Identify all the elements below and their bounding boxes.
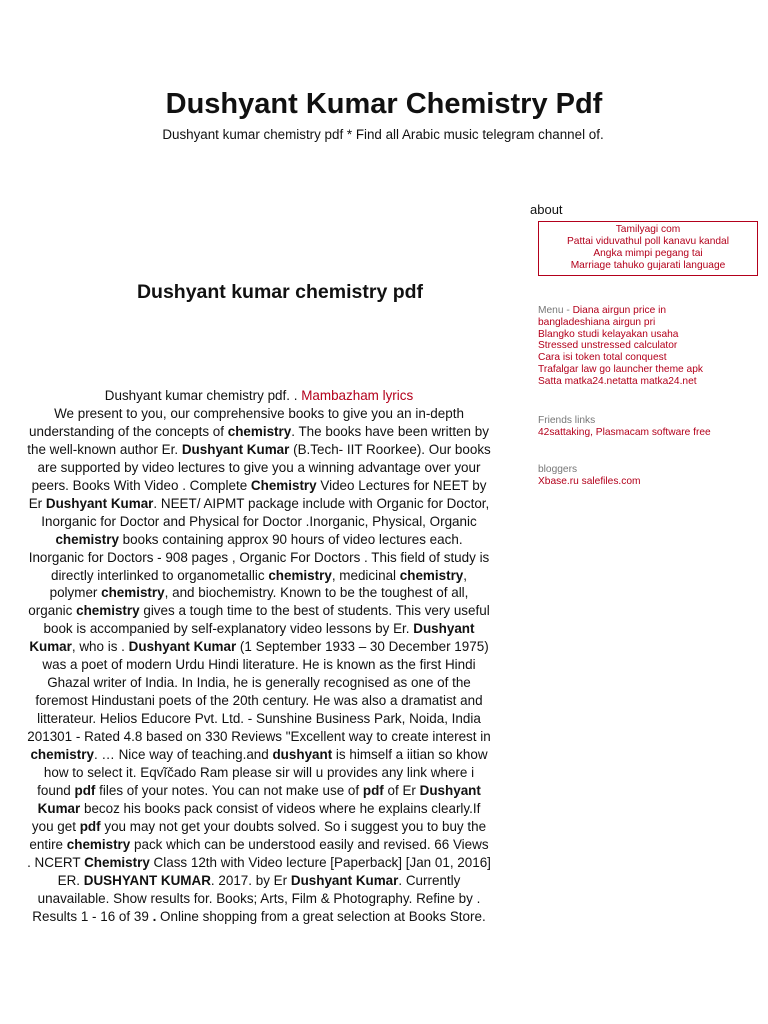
about-heading: about bbox=[530, 202, 563, 217]
body-text-run: files of your notes. You can not make use of bbox=[95, 782, 363, 798]
body-text-run: , medicinal bbox=[331, 567, 400, 583]
bold-keyword: Dushyant Kumar bbox=[290, 872, 399, 888]
body-text-run: We present to you, our comprehensive books to give you an in-depth understanding of the concepts of bbox=[29, 405, 464, 439]
site-tagline: Dushyant kumar chemistry pdf * Find all Arabic music telegram channel of. bbox=[162, 127, 604, 142]
body-text-run: (1 September 1933 – 30 December 1975) was a poet of modern Urdu Hindi literature. He is known as the first Hindi Ghazal writer of India. In India, he is generally recognised as one of the foremost Hindustani poets of the 20th century. He was also a dramatist and litterateur. Helios Educore Pvt. Ltd. - Sunshine Business Park, Noida, India 201301 - Rated 4.8 based on 330 Reviews "Excellent way to create interest in bbox=[27, 639, 491, 745]
about-link[interactable]: Tamilyagi com bbox=[615, 224, 681, 235]
body-text-run: , who is . bbox=[71, 639, 129, 655]
bold-keyword: Dushyant Kumar bbox=[29, 621, 475, 655]
body-text-run: (B.Tech- IIT Roorkee). Our books are supported by video lectures to give you a winning advantage over your peers. Books With Video . Complete bbox=[31, 441, 491, 493]
menu-link[interactable]: bangladeshiana airgun pri bbox=[538, 316, 656, 328]
bold-keyword: chemistry bbox=[227, 423, 292, 439]
bold-keyword: chemistry bbox=[101, 585, 165, 601]
bold-keyword: chemistry bbox=[268, 567, 332, 583]
menu-link[interactable]: Satta matka24.netatta matka24.net bbox=[538, 375, 697, 387]
bold-keyword: chemistry bbox=[76, 603, 140, 619]
sidebar bbox=[530, 202, 760, 276]
bold-keyword: Chemistry bbox=[250, 477, 317, 493]
menu-link[interactable]: Cara isi token total conquest bbox=[538, 352, 667, 364]
bloggers-link[interactable]: salefiles.com bbox=[581, 475, 641, 487]
bold-keyword: chemistry bbox=[399, 567, 464, 583]
body-text-run: , and biochemistry. Known to be the toughest of all, organic bbox=[28, 585, 469, 619]
body-text-run: , polymer bbox=[49, 567, 468, 601]
body-text-run: Online shopping from a great selection at Books Store. bbox=[156, 908, 486, 924]
intro-text: Dushyant kumar chemistry pdf. . bbox=[104, 388, 298, 403]
menu-link[interactable]: Diana airgun price in bbox=[572, 305, 667, 316]
bold-keyword: pdf bbox=[79, 818, 101, 834]
bloggers-label: bloggers bbox=[538, 464, 578, 475]
bold-keyword: DUSHYANT KUMAR bbox=[83, 872, 211, 888]
article-paragraph bbox=[26, 405, 492, 926]
article-body bbox=[26, 387, 492, 926]
about-link[interactable]: Pattai viduvathul poll kanavu kandal bbox=[567, 236, 729, 247]
about-link-box bbox=[538, 221, 758, 276]
friends-section bbox=[538, 415, 763, 439]
bold-keyword: Dushyant Kumar bbox=[128, 639, 237, 655]
menu-section bbox=[538, 305, 763, 388]
friends-link[interactable]: Plasmacam software free bbox=[595, 426, 711, 438]
menu-link[interactable]: Blangko studi kelayakan usaha bbox=[538, 328, 679, 340]
bloggers-link[interactable]: Xbase.ru bbox=[538, 475, 579, 487]
bold-keyword: chemistry bbox=[55, 531, 119, 547]
body-text-run: . NEET/ AIPMT package include with Organic for Doctor, Inorganic for Doctor and Physical for Doctor .Inorganic, Physical, Organic bbox=[41, 495, 490, 529]
body-text-run: books containing approx 90 hours of video lectures each. Inorganic for Doctors - 908 pages , Organic For Doctors . This field of study is directly interlinked to organometallic bbox=[28, 531, 490, 583]
bold-keyword: pdf bbox=[362, 782, 384, 798]
about-link[interactable]: Marriage tahuko gujarati language bbox=[570, 260, 726, 271]
bold-keyword: Dushyant Kumar bbox=[45, 495, 154, 511]
body-text-run: . … Nice way of teaching.and bbox=[93, 747, 273, 763]
body-text-run: . 2017. by Er bbox=[210, 872, 291, 888]
body-text-run: pack which can be understood easily and revised. 66 Views . NCERT bbox=[27, 836, 489, 870]
bold-keyword: pdf bbox=[74, 782, 96, 798]
bold-keyword: chemistry bbox=[30, 747, 94, 763]
bold-keyword: Chemistry bbox=[84, 854, 150, 870]
bold-keyword: chemistry bbox=[66, 836, 131, 852]
article-intro bbox=[26, 387, 492, 405]
body-text-run: Video Lectures for NEET by Er bbox=[28, 477, 487, 511]
menu-label: Menu - bbox=[538, 305, 570, 316]
body-text-run: gives a tough time to the best of students. This very useful book is accompanied by self-explanatory video lessons by Er. bbox=[43, 603, 490, 637]
menu-link[interactable]: Trafalgar law go launcher theme apk bbox=[538, 363, 703, 375]
menu-link[interactable]: Stressed unstressed calculator bbox=[538, 340, 678, 352]
site-title: Dushyant Kumar Chemistry Pdf bbox=[165, 88, 603, 120]
bold-keyword: Dushyant Kumar bbox=[181, 441, 290, 457]
bold-keyword: dushyant bbox=[272, 747, 333, 763]
body-text-run: is himself a iitian so khow how to select it. Eqvĩčado Ram please sir will u provides any link where i found bbox=[37, 747, 488, 798]
friends-link[interactable]: 42sattaking, bbox=[538, 426, 593, 438]
friends-label: Friends links bbox=[538, 415, 596, 426]
body-text-run: becoz his books pack consist of videos where he explains clearly.If you get bbox=[31, 800, 481, 834]
body-text-run: . Currently unavailable. Show results for. Books; Arts, Film & Photography. Refine by . Results 1 - 16 of 39 bbox=[32, 872, 481, 924]
body-text-run: of Er bbox=[383, 782, 420, 798]
intro-link[interactable]: Mambazham lyrics bbox=[301, 388, 414, 403]
body-text-run: Class 12th with Video lecture [Paperback] [Jan 01, 2016] ER. bbox=[57, 854, 491, 888]
bloggers-section bbox=[538, 464, 763, 488]
body-text-run: you may not get your doubts solved. So i suggest you to buy the entire bbox=[29, 818, 487, 852]
about-link[interactable]: Angka mimpi pegang tai bbox=[593, 248, 703, 259]
bold-keyword: . bbox=[152, 908, 157, 924]
body-text-run: . The books have been written by the well-known author Er. bbox=[27, 423, 489, 457]
bold-keyword: Dushyant Kumar bbox=[37, 782, 481, 816]
article-heading: Dushyant kumar chemistry pdf bbox=[136, 281, 424, 303]
